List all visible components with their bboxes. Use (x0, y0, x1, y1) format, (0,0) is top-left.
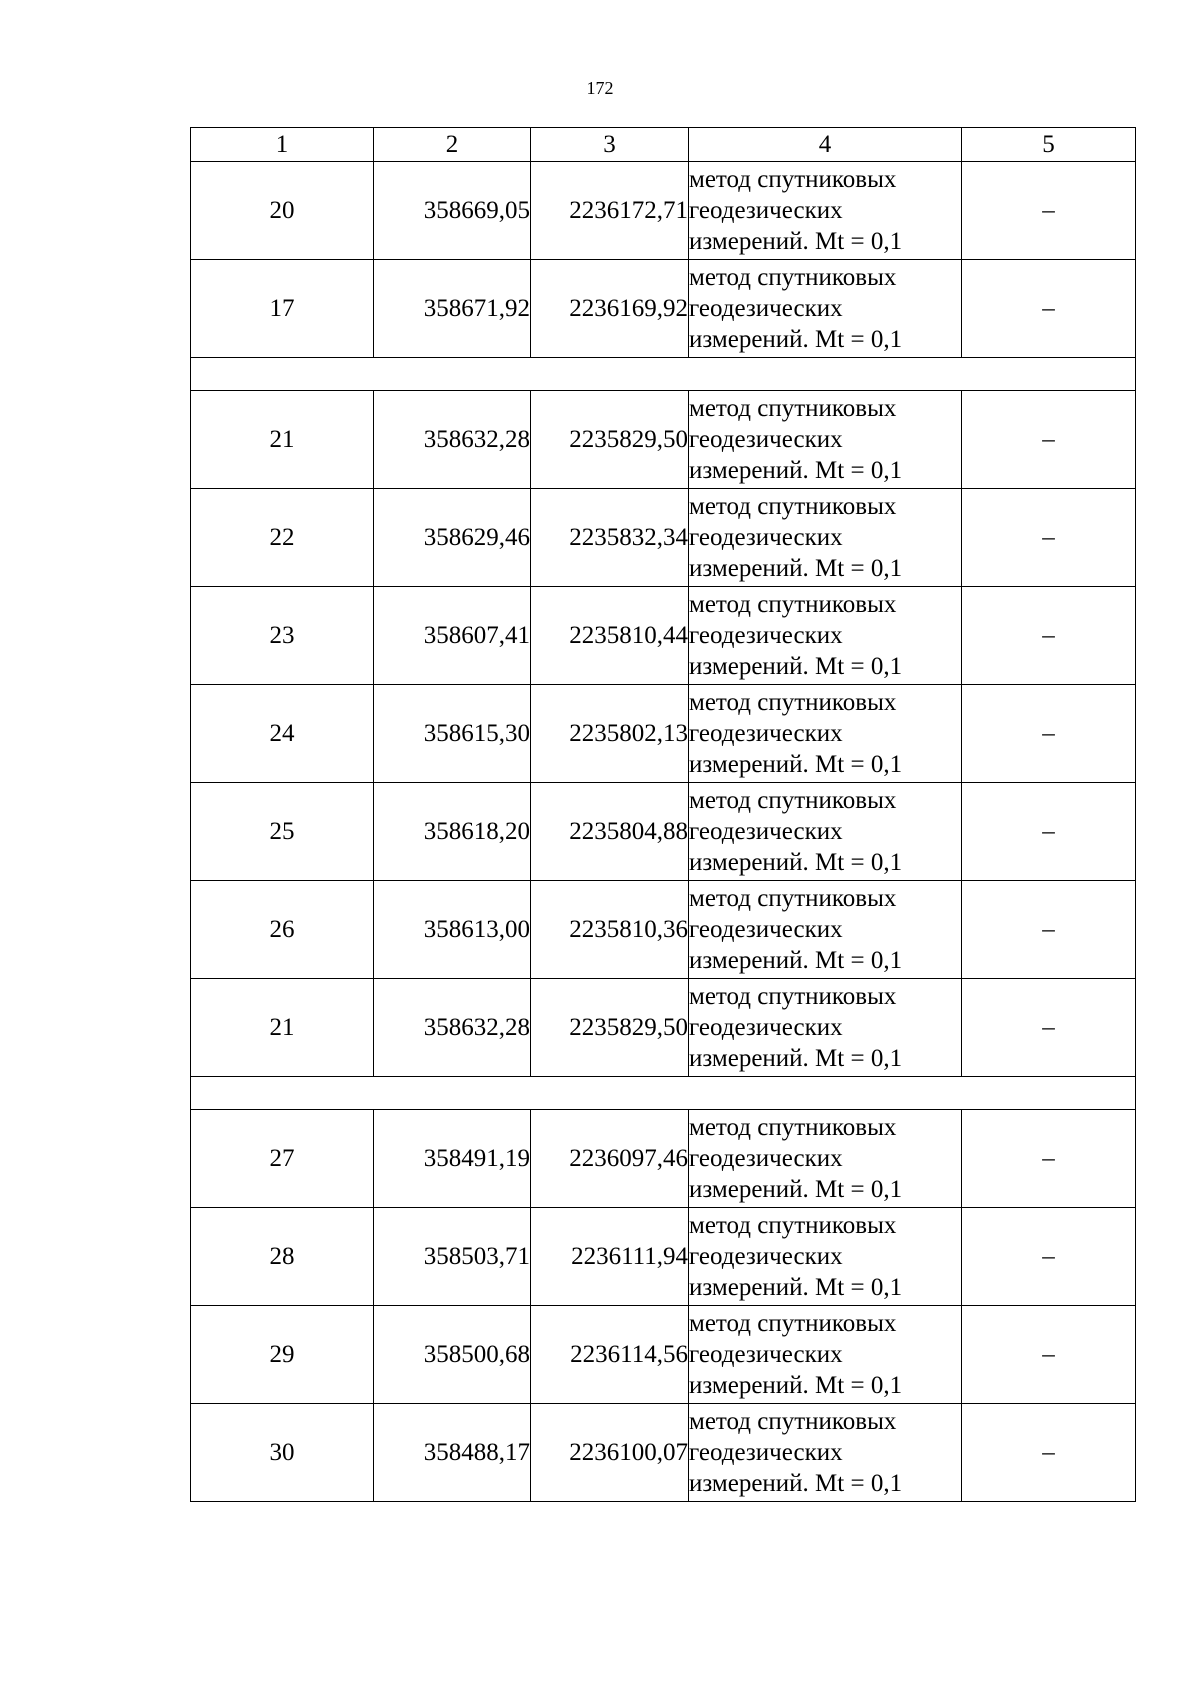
method-cell (689, 391, 962, 489)
table-row (191, 260, 1136, 358)
method-line: геодезических (689, 295, 843, 322)
accuracy-cell: – (962, 685, 1136, 783)
table-body (191, 162, 1136, 1502)
method-line: метод спутниковых (689, 264, 897, 291)
method-line: геодезических (689, 1341, 843, 1368)
method-cell (689, 881, 962, 979)
point-number: 27 (191, 1110, 374, 1208)
method-line: измерений. Mt = 0,1 (689, 457, 903, 484)
coordinate-y: 2235802,13 (531, 685, 689, 783)
coordinate-y: 2236111,94 (531, 1208, 689, 1306)
coordinate-x: 358613,00 (374, 881, 531, 979)
method-line: метод спутниковых (689, 395, 897, 422)
table-row (191, 979, 1136, 1077)
coordinate-y: 2236114,56 (531, 1306, 689, 1404)
coordinate-x: 358488,17 (374, 1404, 531, 1502)
method-line: измерений. Mt = 0,1 (689, 326, 903, 353)
coordinate-y: 2236100,07 (531, 1404, 689, 1502)
point-number: 28 (191, 1208, 374, 1306)
method-line: измерений. Mt = 0,1 (689, 849, 903, 876)
accuracy-cell: – (962, 1110, 1136, 1208)
method-line: измерений. Mt = 0,1 (689, 653, 903, 680)
point-number: 26 (191, 881, 374, 979)
point-number: 21 (191, 391, 374, 489)
point-number: 17 (191, 260, 374, 358)
method-line: геодезических (689, 916, 843, 943)
point-number: 24 (191, 685, 374, 783)
coordinate-y: 2235832,34 (531, 489, 689, 587)
coordinate-x: 358632,28 (374, 391, 531, 489)
method-line: метод спутниковых (689, 166, 897, 193)
method-cell (689, 1110, 962, 1208)
method-line: измерений. Mt = 0,1 (689, 228, 903, 255)
coordinate-y: 2236097,46 (531, 1110, 689, 1208)
coordinate-x: 358618,20 (374, 783, 531, 881)
table-row (191, 391, 1136, 489)
coordinate-x: 358491,19 (374, 1110, 531, 1208)
accuracy-cell: – (962, 881, 1136, 979)
accuracy-cell: – (962, 783, 1136, 881)
separator-cell (191, 358, 1136, 391)
accuracy-cell: – (962, 1306, 1136, 1404)
table-header (191, 128, 1136, 162)
method-line: геодезических (689, 720, 843, 747)
coordinate-x: 358629,46 (374, 489, 531, 587)
method-cell (689, 1306, 962, 1404)
method-line: геодезических (689, 818, 843, 845)
header-cell-2: 2 (374, 128, 531, 162)
header-cell-4: 4 (689, 128, 962, 162)
method-cell (689, 685, 962, 783)
method-line: измерений. Mt = 0,1 (689, 1045, 903, 1072)
coordinate-y: 2236169,92 (531, 260, 689, 358)
method-line: метод спутниковых (689, 983, 897, 1010)
separator-row (191, 358, 1136, 391)
header-cell-3: 3 (531, 128, 689, 162)
method-line: метод спутниковых (689, 1310, 897, 1337)
point-number: 23 (191, 587, 374, 685)
method-line: измерений. Mt = 0,1 (689, 1274, 903, 1301)
method-line: метод спутниковых (689, 885, 897, 912)
method-line: геодезических (689, 524, 843, 551)
method-line: геодезических (689, 426, 843, 453)
accuracy-cell: – (962, 979, 1136, 1077)
point-number: 29 (191, 1306, 374, 1404)
method-cell (689, 260, 962, 358)
table-row (191, 1306, 1136, 1404)
method-cell (689, 489, 962, 587)
table-row (191, 783, 1136, 881)
method-line: метод спутниковых (689, 1114, 897, 1141)
method-line: метод спутниковых (689, 493, 897, 520)
method-line: геодезических (689, 1243, 843, 1270)
accuracy-cell: – (962, 489, 1136, 587)
method-line: метод спутниковых (689, 1408, 897, 1435)
method-line: геодезических (689, 1145, 843, 1172)
method-cell (689, 587, 962, 685)
method-line: измерений. Mt = 0,1 (689, 555, 903, 582)
point-number: 30 (191, 1404, 374, 1502)
table-row (191, 881, 1136, 979)
method-cell (689, 783, 962, 881)
method-cell (689, 1208, 962, 1306)
table-row (191, 587, 1136, 685)
separator-row (191, 1077, 1136, 1110)
accuracy-cell: – (962, 1404, 1136, 1502)
header-row (191, 128, 1136, 162)
method-line: метод спутниковых (689, 689, 897, 716)
point-number: 25 (191, 783, 374, 881)
method-line: метод спутниковых (689, 591, 897, 618)
coordinate-y: 2235810,44 (531, 587, 689, 685)
accuracy-cell: – (962, 260, 1136, 358)
table-row (191, 489, 1136, 587)
coordinate-y: 2235804,88 (531, 783, 689, 881)
accuracy-cell: – (962, 162, 1136, 260)
point-number: 22 (191, 489, 374, 587)
method-line: измерений. Mt = 0,1 (689, 1372, 903, 1399)
point-number: 20 (191, 162, 374, 260)
method-line: метод спутниковых (689, 787, 897, 814)
page-number: 172 (586, 78, 614, 98)
method-line: измерений. Mt = 0,1 (689, 947, 903, 974)
table-row (191, 1208, 1136, 1306)
accuracy-cell: – (962, 587, 1136, 685)
coordinate-x: 358607,41 (374, 587, 531, 685)
point-number: 21 (191, 979, 374, 1077)
coordinate-y: 2235829,50 (531, 391, 689, 489)
coordinate-x: 358671,92 (374, 260, 531, 358)
coordinate-x: 358500,68 (374, 1306, 531, 1404)
method-cell (689, 1404, 962, 1502)
table-row (191, 1404, 1136, 1502)
coordinate-x: 358503,71 (374, 1208, 531, 1306)
coordinate-y: 2235829,50 (531, 979, 689, 1077)
method-line: измерений. Mt = 0,1 (689, 1470, 903, 1497)
method-line: геодезических (689, 622, 843, 649)
accuracy-cell: – (962, 1208, 1136, 1306)
method-cell (689, 162, 962, 260)
header-cell-5: 5 (962, 128, 1136, 162)
coordinates-table (190, 127, 1136, 1502)
method-cell (689, 979, 962, 1077)
table-row (191, 1110, 1136, 1208)
method-line: измерений. Mt = 0,1 (689, 751, 903, 778)
method-line: измерений. Mt = 0,1 (689, 1176, 903, 1203)
method-line: геодезических (689, 1439, 843, 1466)
coordinate-x: 358615,30 (374, 685, 531, 783)
table-row (191, 162, 1136, 260)
coordinate-y: 2235810,36 (531, 881, 689, 979)
coordinate-x: 358669,05 (374, 162, 531, 260)
method-line: метод спутниковых (689, 1212, 897, 1239)
table-row (191, 685, 1136, 783)
accuracy-cell: – (962, 391, 1136, 489)
coordinate-x: 358632,28 (374, 979, 531, 1077)
header-cell-1: 1 (191, 128, 374, 162)
method-line: геодезических (689, 1014, 843, 1041)
method-line: геодезических (689, 197, 843, 224)
coordinate-y: 2236172,71 (531, 162, 689, 260)
separator-cell (191, 1077, 1136, 1110)
